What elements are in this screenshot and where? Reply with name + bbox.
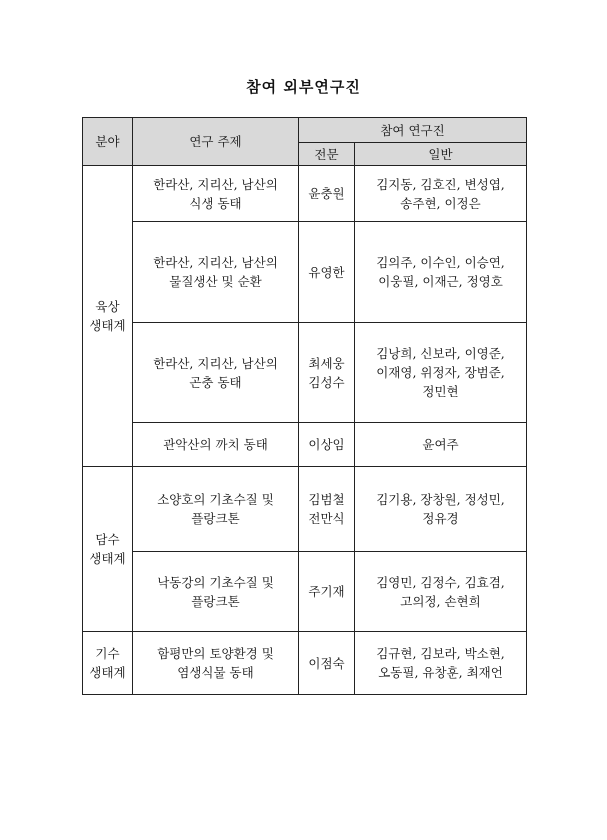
table-row <box>83 632 527 695</box>
specialist-cell: 주기재 <box>299 552 355 632</box>
header-field: 분야 <box>83 118 133 166</box>
table-row <box>83 467 527 552</box>
general-cell: 김규현, 김보라, 박소현, 오동필, 유창훈, 최재언 <box>355 632 527 695</box>
general-cell: 김의주, 이수인, 이승연, 이웅필, 이재근, 정영호 <box>355 222 527 323</box>
specialist-cell: 이점숙 <box>299 632 355 695</box>
table-row <box>83 323 527 423</box>
general-cell: 김기용, 장창원, 정성민, 정유경 <box>355 467 527 552</box>
table-row <box>83 423 527 467</box>
header-specialist: 전문 <box>299 143 355 166</box>
table-row <box>83 552 527 632</box>
topic-cell: 함평만의 토양환경 및 염생식물 동태 <box>133 632 299 695</box>
field-cell: 육상 생태계 <box>83 166 133 467</box>
field-cell: 담수 생태계 <box>83 467 133 632</box>
header-researchers: 참여 연구진 <box>299 118 527 143</box>
specialist-cell: 이상임 <box>299 423 355 467</box>
header-topic: 연구 주제 <box>133 118 299 166</box>
general-cell: 김영민, 김정수, 김효겸, 고의정, 손현희 <box>355 552 527 632</box>
topic-cell: 관악산의 까치 동태 <box>133 423 299 467</box>
page-title: 참여 외부연구진 <box>246 78 361 96</box>
topic-cell: 한라산, 지리산, 남산의 물질생산 및 순환 <box>133 222 299 323</box>
field-cell: 기수 생태계 <box>83 632 133 695</box>
topic-cell: 소양호의 기초수질 및 플랑크톤 <box>133 467 299 552</box>
specialist-cell: 유영한 <box>299 222 355 323</box>
specialist-cell: 김범철 전만식 <box>299 467 355 552</box>
table-row <box>83 166 527 222</box>
specialist-cell: 윤충원 <box>299 166 355 222</box>
topic-cell: 한라산, 지리산, 남산의 식생 동태 <box>133 166 299 222</box>
table-row <box>83 222 527 323</box>
header-general: 일반 <box>355 143 527 166</box>
general-cell: 김지동, 김호진, 변성엽, 송주현, 이정은 <box>355 166 527 222</box>
topic-cell: 낙동강의 기초수질 및 플랑크톤 <box>133 552 299 632</box>
topic-cell: 한라산, 지리산, 남산의 곤충 동태 <box>133 323 299 423</box>
general-cell: 김낭희, 신보라, 이영준, 이재영, 위정자, 장범준, 정민현 <box>355 323 527 423</box>
general-cell: 윤여주 <box>355 423 527 467</box>
specialist-cell: 최세웅 김성수 <box>299 323 355 423</box>
researchers-table <box>82 117 527 695</box>
